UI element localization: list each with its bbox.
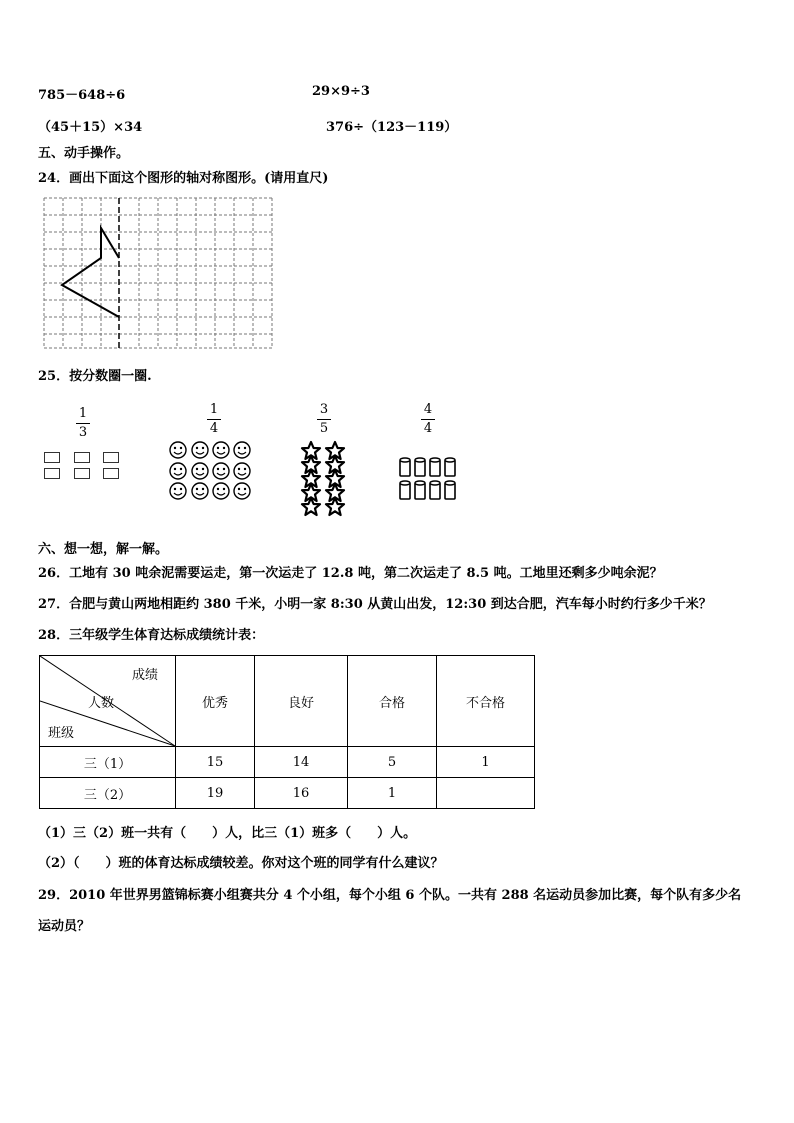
fraction-1 — [73, 407, 93, 440]
section-6-title: 六、想一想，解一解。 — [38, 542, 169, 557]
cylinder-group — [397, 454, 463, 504]
cylinder-icon — [430, 458, 440, 476]
fraction-2 — [204, 403, 224, 436]
table-cell — [437, 778, 535, 809]
fraction-3-denominator: 5 — [319, 421, 329, 436]
question-25: 25．按分数圈一圈. — [38, 369, 152, 384]
rectangle-shape — [103, 452, 119, 463]
question-27: 27．合肥与黄山两地相距约 380 千米，小明一家 8:30 从黄山出发，12:30 到达合肥，汽车每小时约行多少千米？ — [38, 597, 712, 612]
smiley-icon — [234, 463, 250, 479]
fraction-4 — [418, 403, 438, 436]
smiley-icon — [213, 483, 229, 499]
table-row — [40, 747, 535, 778]
smiley-icon — [192, 463, 208, 479]
star-group — [296, 440, 352, 518]
expr-3: （45＋15）×34 — [38, 120, 143, 135]
smiley-icon — [213, 442, 229, 458]
column-header: 优秀 — [176, 656, 255, 747]
fraction-2-numerator: 1 — [209, 402, 219, 417]
smiley-group — [168, 440, 254, 502]
fraction-4-numerator: 4 — [423, 402, 433, 417]
expr-1: 785－648÷6 — [38, 88, 126, 103]
question-28-sub-2: （2）（ ）班的体育达标成绩较差。你对这个班的同学有什么建议？ — [38, 856, 444, 871]
rectangle-shape — [44, 468, 60, 479]
question-26: 26．工地有 30 吨余泥需要运走，第一次运走了 12.8 吨，第二次运走了 8.5 吨。工地里还剩多少吨余泥？ — [38, 566, 663, 581]
half-figure — [62, 228, 119, 317]
row-class-label: 三（2） — [40, 778, 176, 809]
fraction-3-numerator: 3 — [319, 402, 329, 417]
smiley-icon — [170, 483, 186, 499]
question-24: 24．画出下面这个图形的轴对称图形。(请用直尺) — [38, 171, 329, 186]
smiley-icon — [170, 442, 186, 458]
expr-2: 29×9÷3 — [312, 84, 370, 99]
table-row — [40, 778, 535, 809]
column-header: 不合格 — [437, 656, 535, 747]
header-corner-bottom: 班级 — [48, 726, 75, 741]
cylinder-icon — [400, 481, 410, 499]
question-28: 28．三年级学生体育达标成绩统计表： — [38, 628, 265, 643]
header-corner-cell — [40, 656, 176, 747]
question-28-sub-1: （1）三（2）班一共有（ ）人，比三（1）班多（ ）人。 — [38, 826, 417, 841]
header-corner-top: 成绩 — [132, 668, 159, 683]
table-cell: 14 — [255, 747, 348, 778]
cylinder-icon — [415, 458, 425, 476]
table-header-row — [40, 656, 535, 747]
column-header: 良好 — [255, 656, 348, 747]
smiley-icon — [213, 463, 229, 479]
fraction-1-denominator: 3 — [78, 425, 88, 440]
rectangle-shape — [44, 452, 60, 463]
smiley-icon — [170, 463, 186, 479]
smiley-icon — [192, 483, 208, 499]
cylinder-icon — [445, 458, 455, 476]
cylinder-icon — [415, 481, 425, 499]
cylinder-icon — [430, 481, 440, 499]
stats-table — [39, 655, 535, 809]
column-header: 合格 — [348, 656, 437, 747]
fraction-1-numerator: 1 — [78, 406, 88, 421]
cylinder-icon — [400, 458, 410, 476]
fraction-2-denominator: 4 — [209, 421, 219, 436]
question-29-line-2: 运动员？ — [38, 919, 91, 934]
table-cell: 5 — [348, 747, 437, 778]
table-cell: 16 — [255, 778, 348, 809]
row-class-label: 三（1） — [40, 747, 176, 778]
header-corner-middle: 人数 — [88, 696, 115, 711]
cylinder-icon — [445, 481, 455, 499]
table-cell: 19 — [176, 778, 255, 809]
smiley-icon — [234, 442, 250, 458]
rectangle-shape — [103, 468, 119, 479]
fraction-3 — [314, 403, 334, 436]
rectangle-shape — [74, 468, 90, 479]
table-cell: 1 — [348, 778, 437, 809]
symmetry-grid — [42, 196, 274, 350]
expr-4: 376÷（123－119） — [326, 120, 458, 135]
fraction-4-denominator: 4 — [423, 421, 433, 436]
table-cell: 1 — [437, 747, 535, 778]
table-cell: 15 — [176, 747, 255, 778]
smiley-icon — [192, 442, 208, 458]
question-29-line-1: 29．2010 年世界男篮锦标赛小组赛共分 4 个小组，每个小组 6 个队。一共有 288 名运动员参加比赛，每个队有多少名 — [38, 888, 742, 903]
rectangle-shape — [74, 452, 90, 463]
section-5-title: 五、动手操作。 — [38, 146, 130, 161]
smiley-icon — [234, 483, 250, 499]
